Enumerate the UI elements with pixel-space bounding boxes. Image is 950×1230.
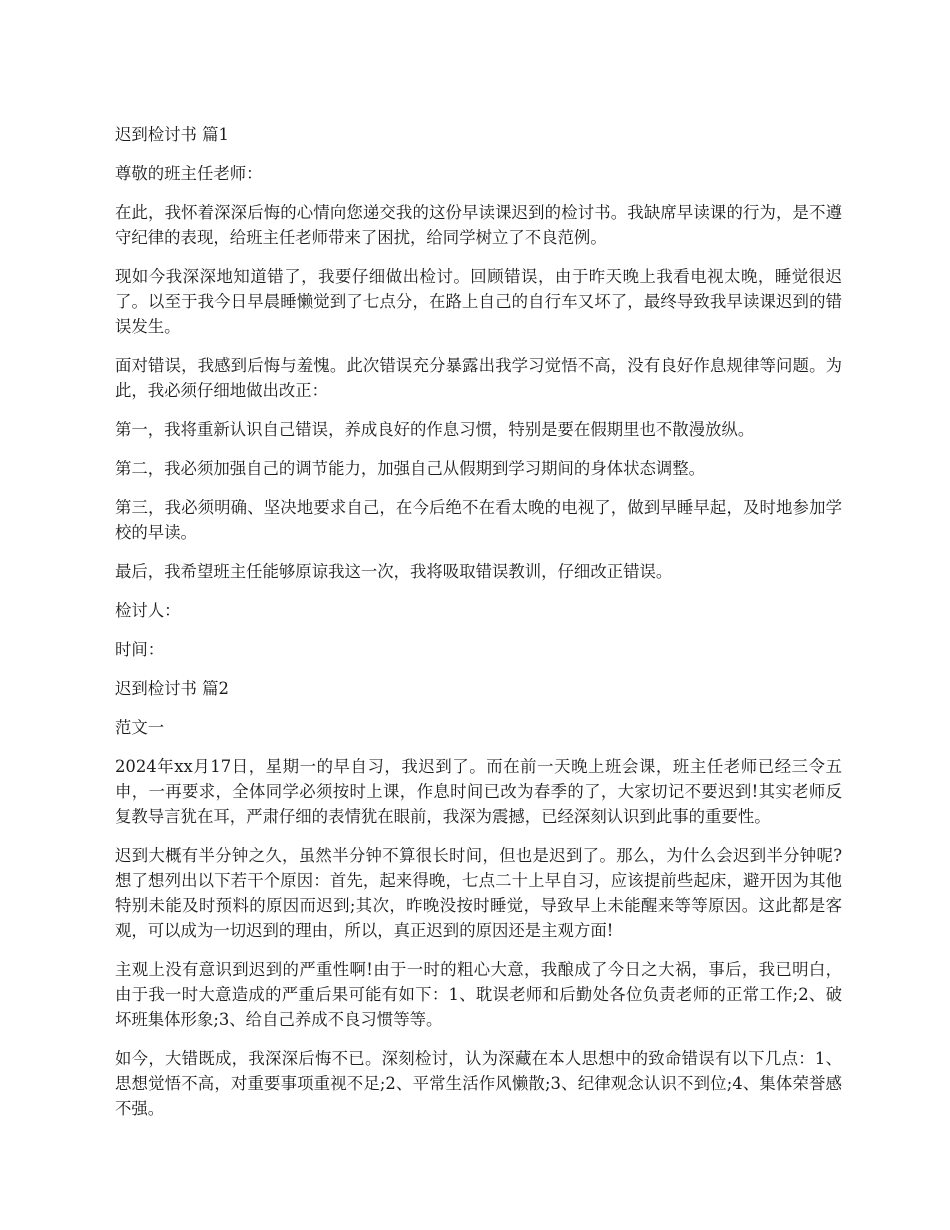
subsection-title: 范文一 [115,718,165,737]
paragraph: 第二，我必须加强自己的调节能力，加强自己从假期到学习期间的身体状态调整。 [115,459,706,478]
section-title-1: 迟到检讨书 篇1 [115,125,229,144]
paragraph: 2024年xx月17日，星期一的早自习，我迟到了。而在前一天晚上班会课，班主任老师已经三令五申，一再要求，全体同学必须按时上课，作息时间已改为春季的了，大家切记不要迟到!其实老师反复教导言犹在耳，严肃仔细的表情犹在眼前，我深为震撼，已经深刻认识到此事的重要性。 [115,757,842,826]
paragraph: 面对错误，我感到后悔与羞愧。此次错误充分暴露出我学习觉悟不高，没有良好作息规律等问题。为此，我必须仔细地做出改正： [115,356,842,400]
paragraph: 现如今我深深地知道错了，我要仔细做出检讨。回顾错误，由于昨天晚上我看电视太晚，睡觉很迟了。以至于我今日早晨睡懒觉到了七点分，在路上自己的自行车又坏了，最终导致我早读课迟到的错误发生。 [115,267,842,336]
paragraph: 如今，大错既成，我深深后悔不已。深刻检讨，认为深藏在本人思想中的致命错误有以下几点：1、思想觉悟不高，对重要事项重视不足;2、平常生活作风懒散;3、纪律观念认识不到位;4、集体荣誉感不强。 [115,1049,842,1118]
section-title-2: 迟到检讨书 篇2 [115,679,229,698]
paragraph: 迟到大概有半分钟之久，虽然半分钟不算很长时间，但也是迟到了。那么，为什么会迟到半分钟呢?想了想列出以下若干个原因：首先，起来得晚，七点二十上早自习，应该提前些起床，避开因为其他特别未能及时预料的原因而迟到;其次，昨晚没按时睡觉，导致早上未能醒来等等原因。这此都是客观，可以成为一切迟到的理由，所以，真正迟到的原因还是主观方面! [115,846,842,940]
signature-line: 检讨人： [115,601,181,620]
paragraph: 第三，我必须明确、坚决地要求自己，在今后绝不在看太晚的电视了，做到早睡早起，及时地参加学校的早读。 [115,498,842,542]
document-body [115,122,842,1135]
salutation: 尊敬的班主任老师： [115,164,263,183]
paragraph: 最后，我希望班主任能够原谅我这一次，我将吸取错误教训，仔细改正错误。 [115,562,673,581]
paragraph: 在此，我怀着深深后悔的心情向您递交我的这份早读课迟到的检讨书。我缺席早读课的行为，是不遵守纪律的表现，给班主任老师带来了困扰，给同学树立了不良范例。 [115,203,842,247]
paragraph: 第一，我将重新认识自己错误，养成良好的作息习惯，特别是要在假期里也不散漫放纵。 [115,420,755,439]
date-line: 时间： [115,640,165,659]
paragraph: 主观上没有意识到迟到的严重性啊!由于一时的粗心大意，我酿成了今日之大祸，事后，我已明白，由于我一时大意造成的严重后果可能有如下：1、耽误老师和后勤处各位负责老师的正常工作;2、破坏班集体形象;3、给自己养成不良习惯等等。 [115,960,842,1029]
